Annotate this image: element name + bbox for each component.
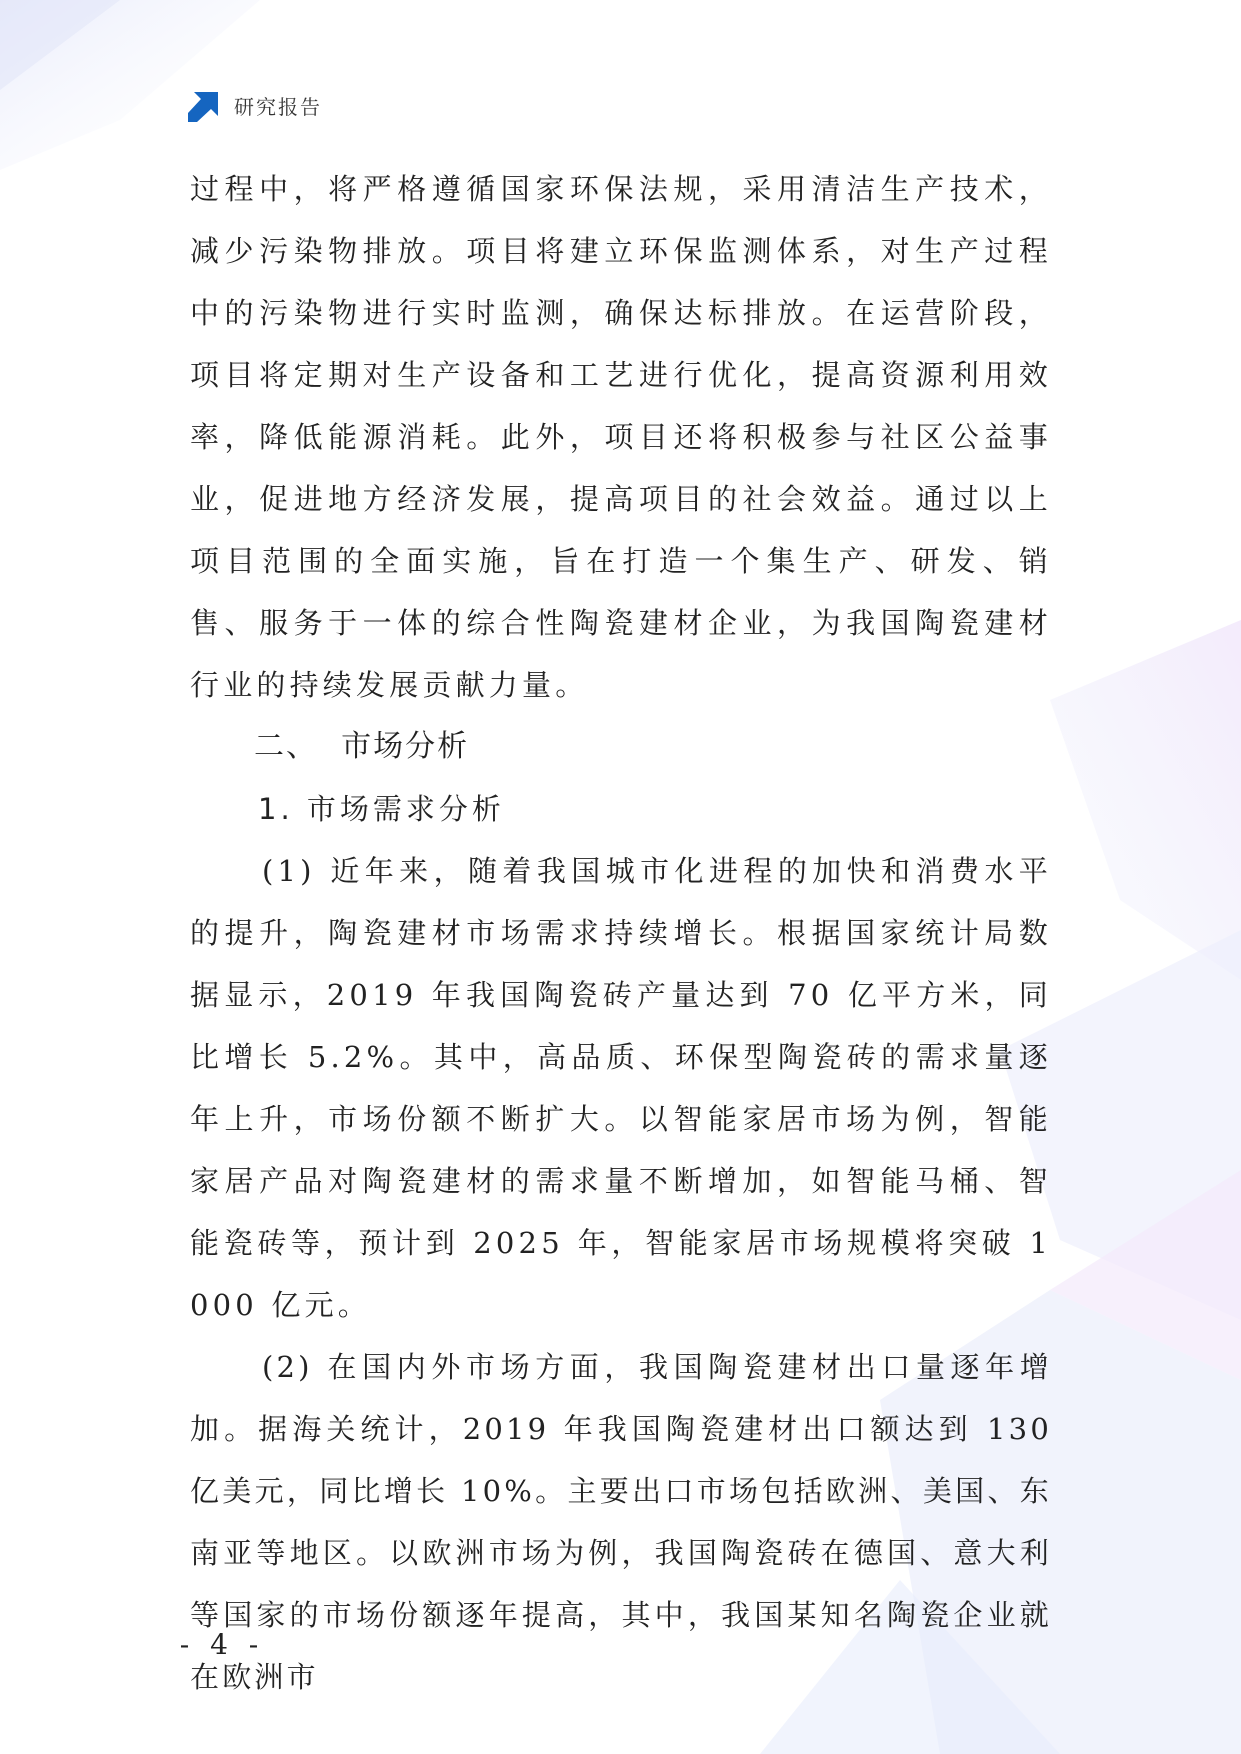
paragraph-market-demand-2: (2) 在国内外市场方面，我国陶瓷建材出口量逐年增加。据海关统计，2019 年我国陶瓷建材出口额达到 130 亿美元，同比增长 10%。主要出口市场包括欧洲、美国、东南亚等地区。以欧洲市场为例，我国陶瓷砖在德国、意大利等国家的市场份额逐年提高，其中，我国某知名陶瓷企业就在欧洲市: [190, 1350, 1052, 1694]
page-header: [188, 88, 322, 122]
paragraph-continuation: 过程中，将严格遵循国家环保法规，采用清洁生产技术，减少污染物排放。项目将建立环保监测体系，对生产过程中的污染物进行实时监测，确保达标排放。在运营阶段，项目将定期对生产设备和工艺进行优化，提高资源利用效率，降低能源消耗。此外，项目还将积极参与社区公益事业，促进地方经济发展，提高项目的社会效益。通过以上项目范围的全面实施，旨在打造一个集生产、研发、销售、服务于一体的综合性陶瓷建材企业，为我国陶瓷建材行业的持续发展贡献力量。: [190, 172, 1052, 702]
header-title: 研究报告: [234, 94, 322, 119]
subsection-heading: 1. 市场需求分析: [258, 792, 505, 826]
section-heading: 二、 市场分析: [254, 729, 470, 764]
paragraph-market-demand-1: (1) 近年来，随着我国城市化进程的加快和消费水平的提升，陶瓷建材市场需求持续增长。根据国家统计局数据显示，2019 年我国陶瓷砖产量达到 70 亿平方米，同比增长 5.2%。其中，高品质、环保型陶瓷砖的需求量逐年上升，市场份额不断扩大。以智能家居市场为例，智能家居产品对陶瓷建材的需求量不断增加，如智能马桶、智能瓷砖等，预计到 2025 年，智能家居市场规模将突破 1000 亿元。: [190, 854, 1052, 1322]
report-arrow-logo-icon: [188, 88, 222, 122]
page-number: - 4 -: [179, 1628, 265, 1661]
document-body: [190, 158, 1052, 1708]
